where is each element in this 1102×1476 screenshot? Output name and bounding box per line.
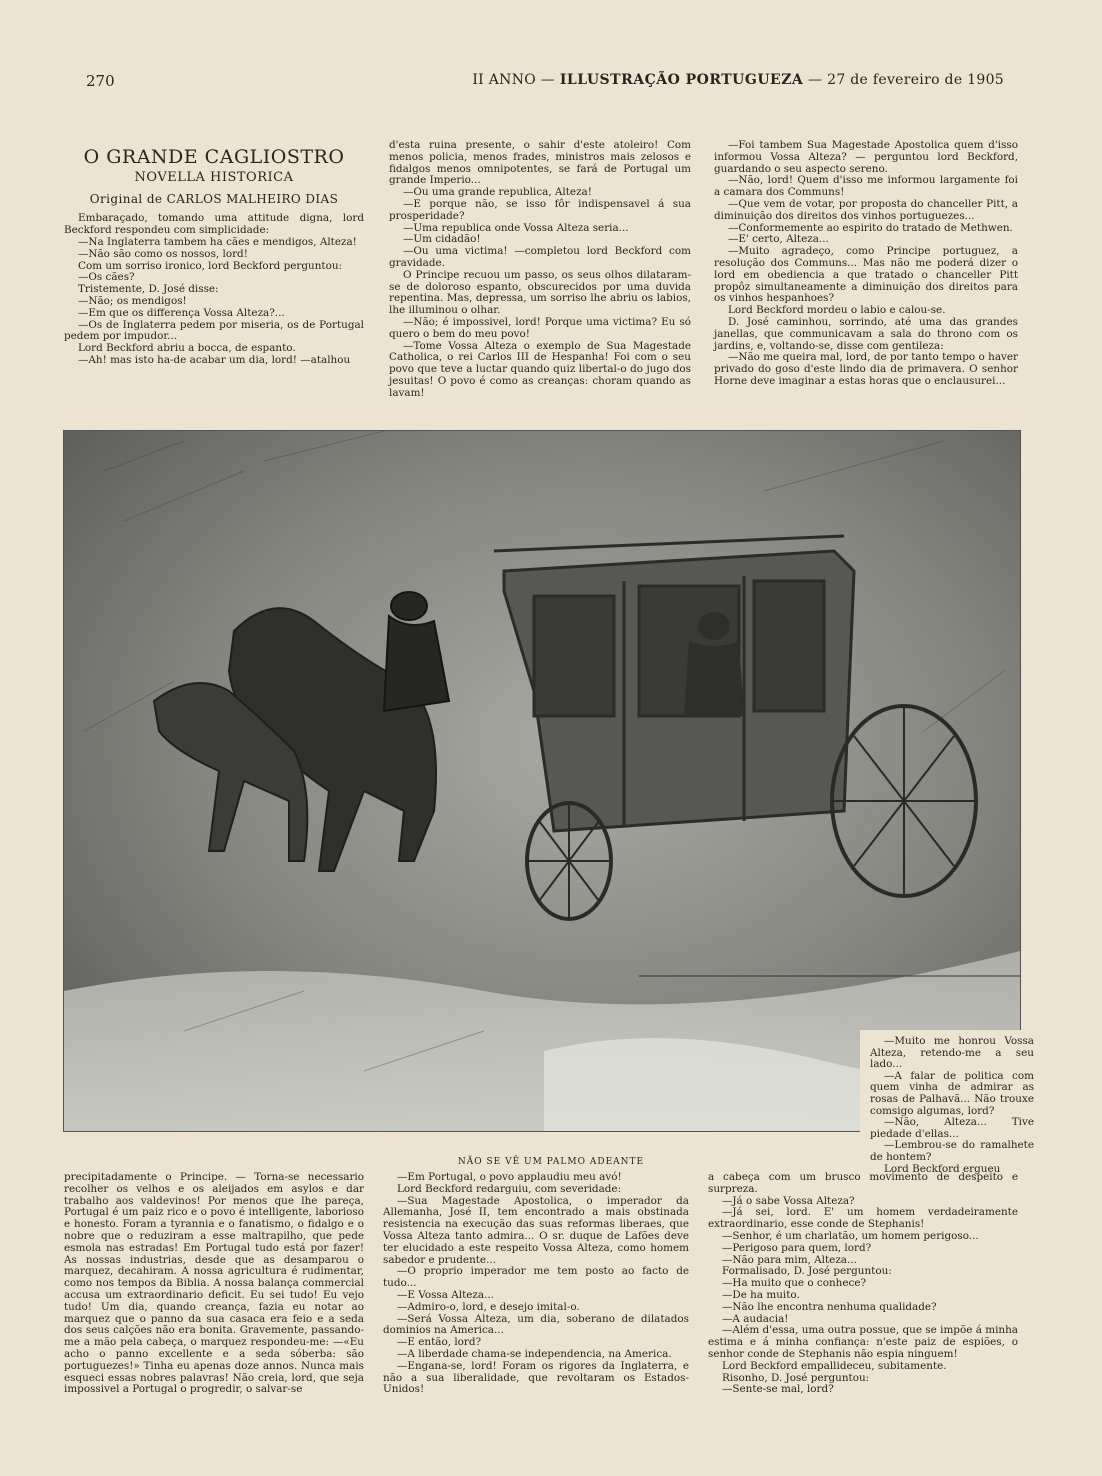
paragraph: —Além d'essa, uma outra possue, que se impõe á minha estima e á minha confiança: n'este paiz de espiões, o senhor conde de Stephanis não espia ninguem! [708,1324,1018,1360]
column-bottom-2 [383,1172,689,1396]
paragraph: —Já o sabe Vossa Alteza? [722,1194,855,1207]
column-bottom-3 [708,1172,1018,1396]
paragraph: —Não lhe encontra nenhuma qualidade? [722,1300,937,1313]
paragraph: —Não; os mendigos! [78,294,187,307]
running-head: II ANNO — ILLUSTRAÇÃO PORTUGUEZA — 27 de fevereiro de 1905 [472,72,1004,88]
paragraph: —A liberdade chama-se independencia, na America. [397,1347,672,1360]
paragraph: —Sente-se mal, lord? [722,1383,834,1396]
paragraph: —Conformemente ao espirito do tratado de Methwen. [728,221,1013,234]
paragraph: Lord Beckford redarguiu, com severidade: [397,1182,622,1195]
paragraph: —Muito me honrou Vossa Alteza, retendo-me a seu lado... [870,1035,1034,1071]
column-bottom-1 [64,1172,364,1396]
paragraph: precipitadamente o Principe. — Torna-se necessario recolher os velhos e os aleijados em asylos e dar trabalho aos valdevinos! Por menos que lhe pareça, Portugal é um paiz rico e o povo é intelligente, laborioso e honesto. Foram a tyrannia e o fanatismo, o fidalgo e o nobre que o reduziram a esse maltrapilho, que pede esmola nas estradas! Em Portugal tudo está por fazer! As nossas industrias, desde que as desamparou o marquez, decahiram. A nossa agricultura é rudimentar, como nos tempos da Biblia. A nossa balança commercial accusa um extraordinario deficit. Eu sei tudo! Eu vejo tudo! Um dia, quando creança, fazia eu notar ao marquez que o panno da sua casaca era feio e a seda dos seus calções não era bonita. Gravemente, passando-me a mão pela cabeça, o marquez respondeu-me: —«Eu acho o panno excellente e a seda sóberba: são portuguezes!» Tinha eu apenas doze annos. Nunca mais esqueci essas nobres palavras! Não creia, lord, que seja impossivel a Portugal o progredir, o salvar-se [64,1171,364,1396]
paragraph: d'esta ruina presente, o sahir d'este atoleiro! Com menos policia, menos frades, ministros mais zelosos e fidalgos menos omnipotentes, se fará de Portugal um grande Imperio... [389,139,691,187]
paragraph: —Senhor, é um charlatão, um homem perigoso... [722,1229,979,1242]
paragraph: Lord Beckford empallideceu, subitamente. [722,1359,947,1372]
year-text: II ANNO [472,72,537,88]
carriage [494,536,854,831]
inset-text [860,1030,1034,1175]
paragraph: —Sua Magestade Apostolica, o imperador da Allemanha, José II, tem encontrado a mais obstinada resistencia na execução das suas reformas liberaes, que Vossa Alteza tanto admira... O sr. duque de Lafões deve ter elucidado a este respeito Vossa Alteza, como homem sabedor e prudente... [383,1194,689,1266]
paragraph: —Lembrou-se do ramalhete de hontem? [870,1139,1034,1163]
paragraph: —Tome Vossa Alteza o exemplo de Sua Magestade Catholica, o rei Carlos III de Hespanha! Foi com o seu povo que teve a luctar quando quiz libertal-o do jugo dos jesuitas! O povo é como as creanças: choram quando as lavam! [389,339,691,399]
paragraph: Tristemente, D. José disse: [78,283,219,296]
paragraph: —Uma republica onde Vossa Alteza seria... [403,221,629,234]
column-top-1 [64,140,364,367]
issue-date: 27 de fevereiro de 1905 [827,72,1004,88]
paragraph: —A falar de politica com quem vinha de admirar as rosas de Palhavã... Não trouxe comsigo algumas, lord? [870,1069,1034,1117]
paragraph: Lord Beckford abriu a bocca, de espanto. [78,342,296,355]
paragraph: —Perigoso para quem, lord? [722,1241,872,1254]
paragraph: —Não, Alteza... Tive piedade d'ellas... [870,1116,1034,1140]
paragraph: Formalisado, D. José perguntou: [722,1265,892,1278]
article-subtitle: NOVELLA HISTORICA [134,169,294,185]
paragraph: —Em que os differença Vossa Alteza?... [78,306,285,319]
title-block [64,146,364,206]
paragraph: Com um sorriso ironico, lord Beckford perguntou: [78,259,343,272]
paragraph: —Ha muito que o conhece? [722,1277,867,1290]
paragraph: a cabeça com um brusco movimento de despeito e surpreza. [708,1171,1018,1195]
paragraph: —Em Portugal, o povo applaudiu meu avó! [397,1171,622,1183]
paragraph: —Os cães? [78,271,135,284]
paragraph: —Na Inglaterra tambem ha cães e mendigos, Alteza! [78,235,357,248]
article-title: O GRANDE CAGLIOSTRO [83,146,345,168]
paragraph: —Foi tambem Sua Magestade Apostolica quem d'isso informou Vossa Alteza? — perguntou lord Beckford, guardando o seu aspecto sereno. [714,139,1018,175]
paragraph: —Muito agradeço, como Principe portuguez, a resolução dos Communs... Mas não me poderá dizer o lord em obediencia a que tratado o chanceller Pitt propôz simultaneamente a diminuição dos direitos para os vinhos hespanhoes? [714,245,1018,305]
paragraph: O Principe recuou um passo, os seus olhos dilataram-se de doloroso espanto, obscurecidos por uma duvida repentina. Mas, depressa, um sorriso lhe abriu os labios, lhe illuminou o olhar. [389,268,691,317]
paragraph: —Será Vossa Alteza, um dia, soberano de dilatados dominios na America... [383,1312,689,1337]
paragraph: —E' certo, Alteza... [728,233,829,246]
paragraph: —Ah! mas isto ha-de acabar um dia, lord! —atalhou [78,353,351,366]
paragraph: Risonho, D. José perguntou: [722,1371,870,1384]
paragraph: —A audacia! [722,1312,789,1325]
paragraph: —Que vem de votar, por proposta do chanceller Pitt, a diminuição dos direitos dos vinhos portuguezes... [714,197,1018,222]
paragraph: —Engana-se, lord! Foram os rigores da Inglaterra, e não a sua liberalidade, que revoltaram os Estados-Unidos! [383,1359,689,1396]
column-top-2 [389,140,691,400]
paragraph: —Já sei, lord. E' um homem verdadeiramente extraordinario, esse conde de Stephanis! [708,1206,1018,1231]
paragraph: —Não são como os nossos, lord! [78,247,248,260]
paragraph: —Não me queira mal, lord, de por tanto tempo o haver privado do goso d'este lindo dia de primavera. O senhor Horne deve imaginar a estas horas que o enclausurei... [714,351,1018,387]
carriage-illustration [63,430,1021,1132]
paragraph: —Não para mim, Alteza... [722,1253,857,1266]
publication-name: ILLUSTRAÇÃO PORTUGUEZA [559,72,804,88]
paragraph: Embaraçado, tomando uma attitude digna, lord Beckford respondeu com simplicidade: [64,212,364,237]
paragraph: D. José caminhou, sorrindo, até uma das grandes janellas, que communicavam a sala do throno com os jardins, e, voltando-se, disse com gentileza: [714,315,1018,352]
paragraph: —O proprio imperador me tem posto ao facto de tudo... [383,1265,689,1290]
paragraph: Lord Beckford mordeu o labio e calou-se. [728,304,946,317]
paragraph: —E porque não, se isso fôr indispensavel á sua prosperidade? [389,197,691,222]
paragraph: —Não, lord! Quem d'isso me informou largamente foi a camara dos Communs! [714,174,1018,199]
paragraph: —Ou uma grande republica, Alteza! [403,186,592,199]
paragraph: —E Vossa Alteza... [397,1288,494,1301]
carriage-drawing [64,431,1020,1131]
paragraph: Lord Beckford ergueu [884,1162,1001,1175]
paragraph: —Ou uma victima! —completou lord Beckford com gravidade. [389,245,691,269]
paragraph: —Os de Inglaterra pedem por miseria, os de Portugal pedem por impudor... [64,318,364,343]
page-number: 270 [86,72,115,90]
paragraph: —Não; é impossivel, lord! Porque uma victima? Eu só quero o bem do meu povo! [389,315,691,340]
illustration-caption: NÃO SE VÊ UM PALMO ADEANTE [457,1157,645,1167]
paragraph: —E então, lord? [397,1336,482,1349]
paragraph: —Um cidadão! [403,233,481,246]
column-top-3 [714,140,1018,388]
article-byline: Original de CARLOS MALHEIRO DIAS [89,191,339,206]
paragraph: —De ha muito. [722,1288,800,1301]
paragraph: —Admiro-o, lord, e desejo imital-o. [397,1300,580,1313]
